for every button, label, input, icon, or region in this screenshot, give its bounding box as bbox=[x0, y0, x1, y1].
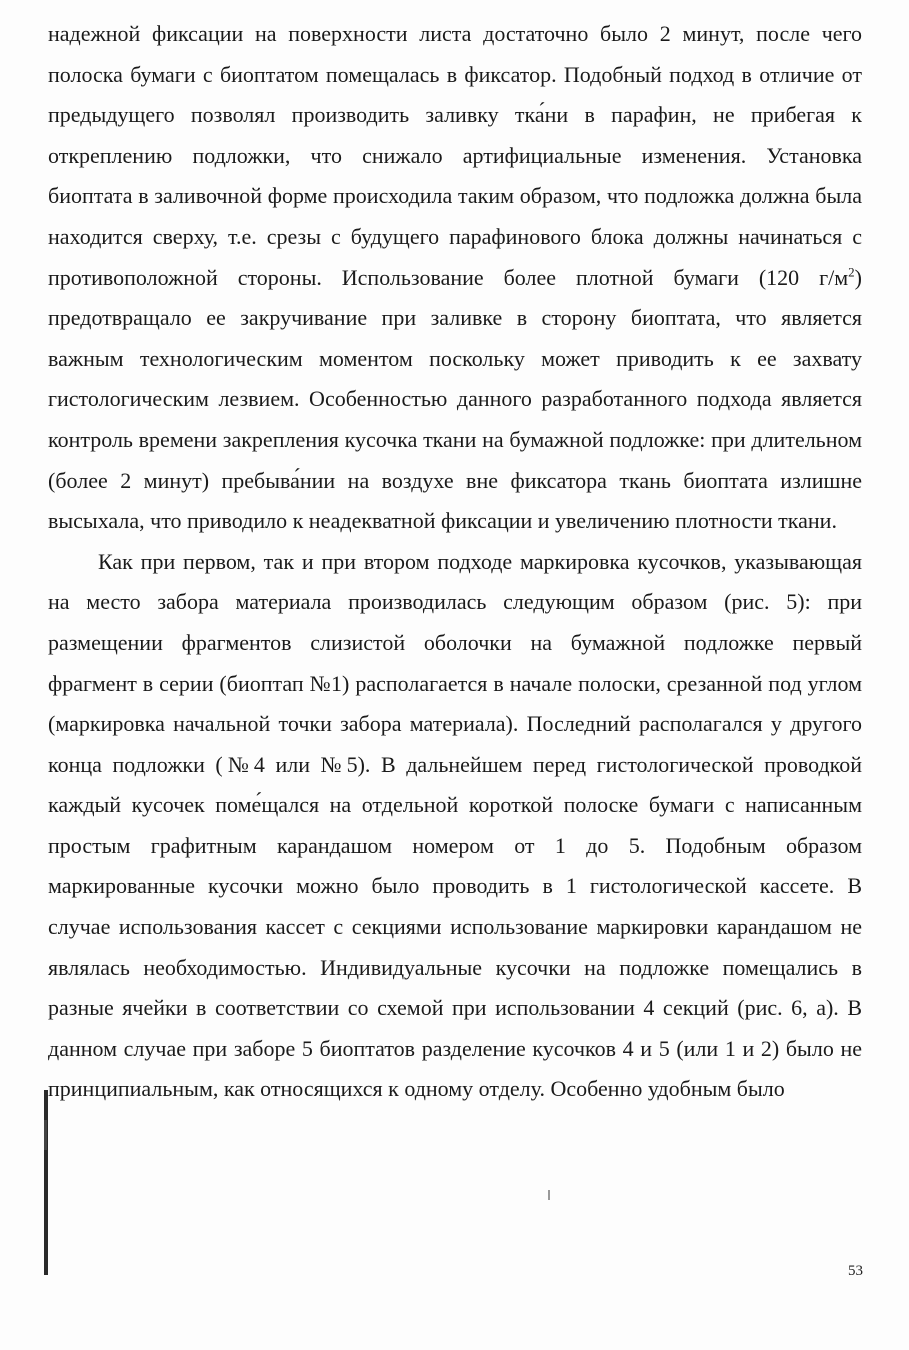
body-text bbox=[48, 14, 862, 1110]
scan-speck bbox=[548, 1190, 550, 1200]
page-number: 53 bbox=[848, 1263, 863, 1279]
paragraph-1-text-a: надежной фиксации на поверхности листа достаточно было 2 минут, после чего полоска бумаги с биоптатом помещалась в фиксатор. Подобный подход в отличие от предыдущего позволял производить заливку тка́ни в парафин, не прибегая к откреплению подложки, что снижало артифициальные изменения. Установка биоптата в заливочной форме происходила таким образом, что подложка должна была находится сверху, т.е. срезы с будущего парафинового блока должны начинаться с противоположной стороны. Использование более плотной бумаги (120 г/м bbox=[48, 21, 862, 290]
paragraph-1-text-b: ) предотвращало ее закручивание при заливке в сторону биоптата, что является важным технологическим моментом поскольку может приводить к ее захвату гистологическим лезвием. Особенностью данного разработанного подхода является контроль времени закрепления кусочка ткани на бумажной подложке: при длительном (более 2 минут) пребыва́нии на воздухе вне фиксатора ткань биоптата излишне высыхала, что приводило к неадекватной фиксации и увеличению плотности ткани. bbox=[48, 264, 862, 534]
binding-margin-line bbox=[44, 1090, 48, 1275]
binding-margin-mark bbox=[44, 1120, 47, 1150]
paragraph-2: Как при первом, так и при втором подходе маркировка кусочков, указывающая на место забора материала производилась следующим образом (рис. 5): при размещении фрагментов слизистой оболочки на бумажной подложке первый фрагмент в серии (биоптап №1) располагается в начале полоски, срезанной под углом (маркировка начальной точки забора материала). Последний располагался у другого конца подложки (№4 или №5). В дальнейшем перед гистологической проводкой каждый кусочек поме́щался на отдельной короткой полоске бумаги с написанным простым графитным карандашом номером от 1 до 5. Подобным образом маркированные кусочки можно было проводить в 1 гистологической кассете. В случае использования кассет с секциями использование маркировки карандашом не являлась необходимостью. Индивидуальные кусочки на подложке помещались в разные ячейки в соответствии со схемой при использовании 4 секций (рис. 6, а). В данном случае при заборе 5 биоптатов разделение кусочков 4 и 5 (или 1 и 2) было не принципиальным, как относящихся к одному отделу. Особенно удобным было bbox=[48, 548, 862, 1102]
superscript-2: 2 bbox=[848, 264, 855, 280]
paragraph-1 bbox=[48, 14, 862, 542]
